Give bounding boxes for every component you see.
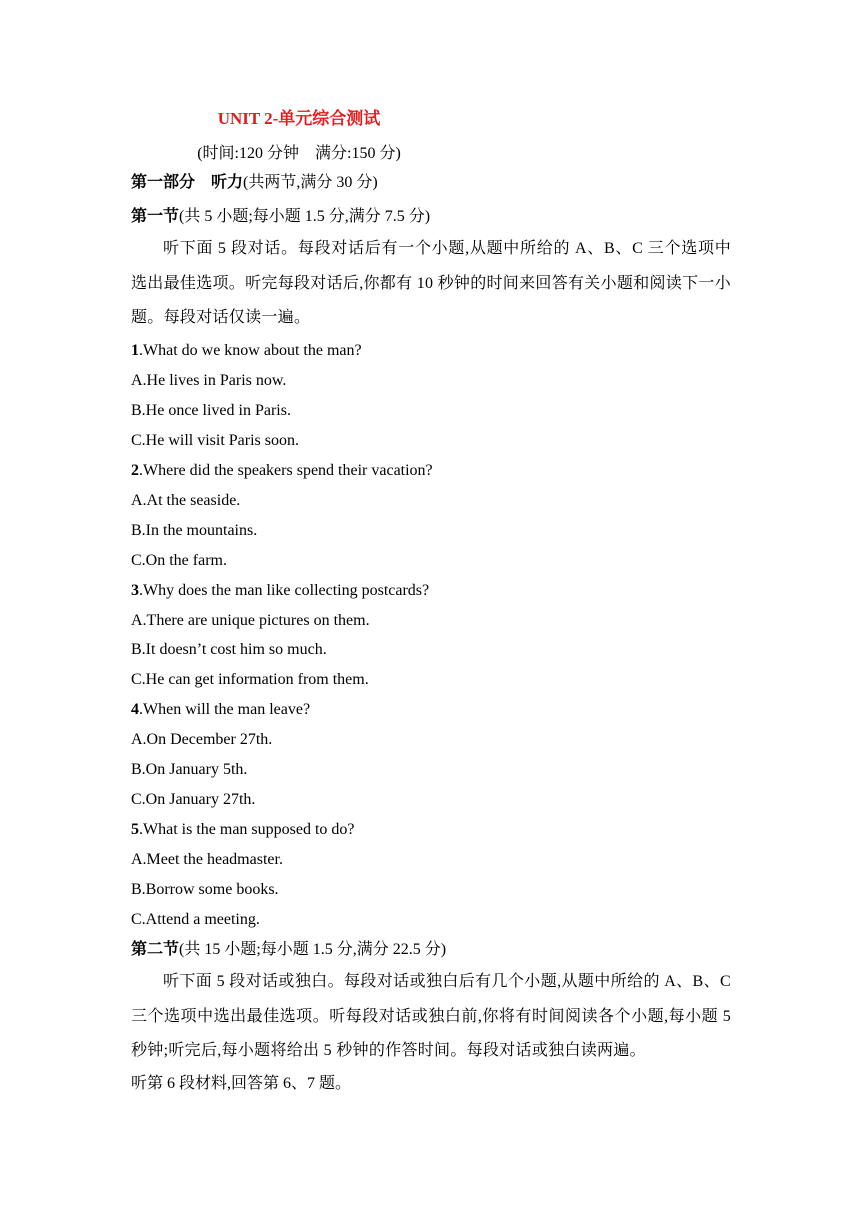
section2-instructions: 听下面 5 段对话或独白。每段对话或独白后有几个小题,从题中所给的 A、B、C 三个选项中选出最佳选项。听每段对话或独白前,你将有时间阅读各个小题,每小题 5 秒钟;听完后,每小题将给出 5 秒钟的作答时间。每段对话或独白读两遍。	[131, 973, 731, 1059]
question-number: 5	[131, 821, 139, 838]
material-note: 听第 6 段材料,回答第 6、7 题。	[131, 1075, 352, 1092]
question-stem: .When will the man leave?	[139, 701, 311, 718]
page-title: UNIT 2-单元综合测试	[217, 109, 381, 128]
option-1c: C.He will visit Paris soon.	[131, 432, 300, 449]
section1-title: 第一节	[131, 208, 180, 225]
question-1	[131, 341, 362, 361]
option-5c: C.Attend a meeting.	[131, 911, 260, 928]
section1-instructions: 听下面 5 段对话。每段对话后有一个小题,从题中所给的 A、B、C 三个选项中选出最佳选项。听完每段对话后,你都有 10 秒钟的时间来回答有关小题和阅读下一小题。每段对话仅读一遍。	[131, 240, 732, 326]
part1-note: (共两节,满分 30 分)	[243, 174, 378, 191]
option-5a: A.Meet the headmaster.	[131, 851, 283, 868]
question-stem: .Why does the man like collecting postcards?	[139, 582, 430, 599]
question-number: 4	[131, 701, 139, 718]
question-3	[131, 581, 429, 601]
option-4a: A.On December 27th.	[131, 731, 273, 748]
section1-note: (共 5 小题;每小题 1.5 分,满分 7.5 分)	[179, 208, 431, 225]
option-3a: A.There are unique pictures on them.	[131, 612, 370, 629]
section1-heading	[131, 207, 430, 227]
option-5b: B.Borrow some books.	[131, 881, 279, 898]
section2-heading	[131, 940, 446, 960]
section2-note: (共 15 小题;每小题 1.5 分,满分 22.5 分)	[179, 941, 447, 958]
part1-title: 第一部分 听力	[131, 174, 244, 191]
question-number: 1	[131, 342, 139, 359]
option-2a: A.At the seaside.	[131, 492, 241, 509]
option-3b: B.It doesn’t cost him so much.	[131, 641, 327, 658]
question-stem: .Where did the speakers spend their vacation?	[139, 462, 433, 479]
question-number: 2	[131, 462, 139, 479]
option-2c: C.On the farm.	[131, 552, 227, 569]
question-stem: .What do we know about the man?	[139, 342, 362, 359]
question-stem: .What is the man supposed to do?	[139, 821, 355, 838]
part1-heading	[131, 173, 378, 193]
option-4b: B.On January 5th.	[131, 761, 248, 778]
option-3c: C.He can get information from them.	[131, 671, 369, 688]
option-1a: A.He lives in Paris now.	[131, 372, 287, 389]
option-2b: B.In the mountains.	[131, 522, 258, 539]
question-5	[131, 820, 355, 840]
question-4	[131, 700, 310, 720]
exam-time-score: (时间:120 分钟 满分:150 分)	[197, 145, 401, 162]
option-4c: C.On January 27th.	[131, 791, 256, 808]
question-2	[131, 461, 433, 481]
question-number: 3	[131, 582, 139, 599]
section2-title: 第二节	[131, 941, 180, 958]
option-1b: B.He once lived in Paris.	[131, 402, 291, 419]
